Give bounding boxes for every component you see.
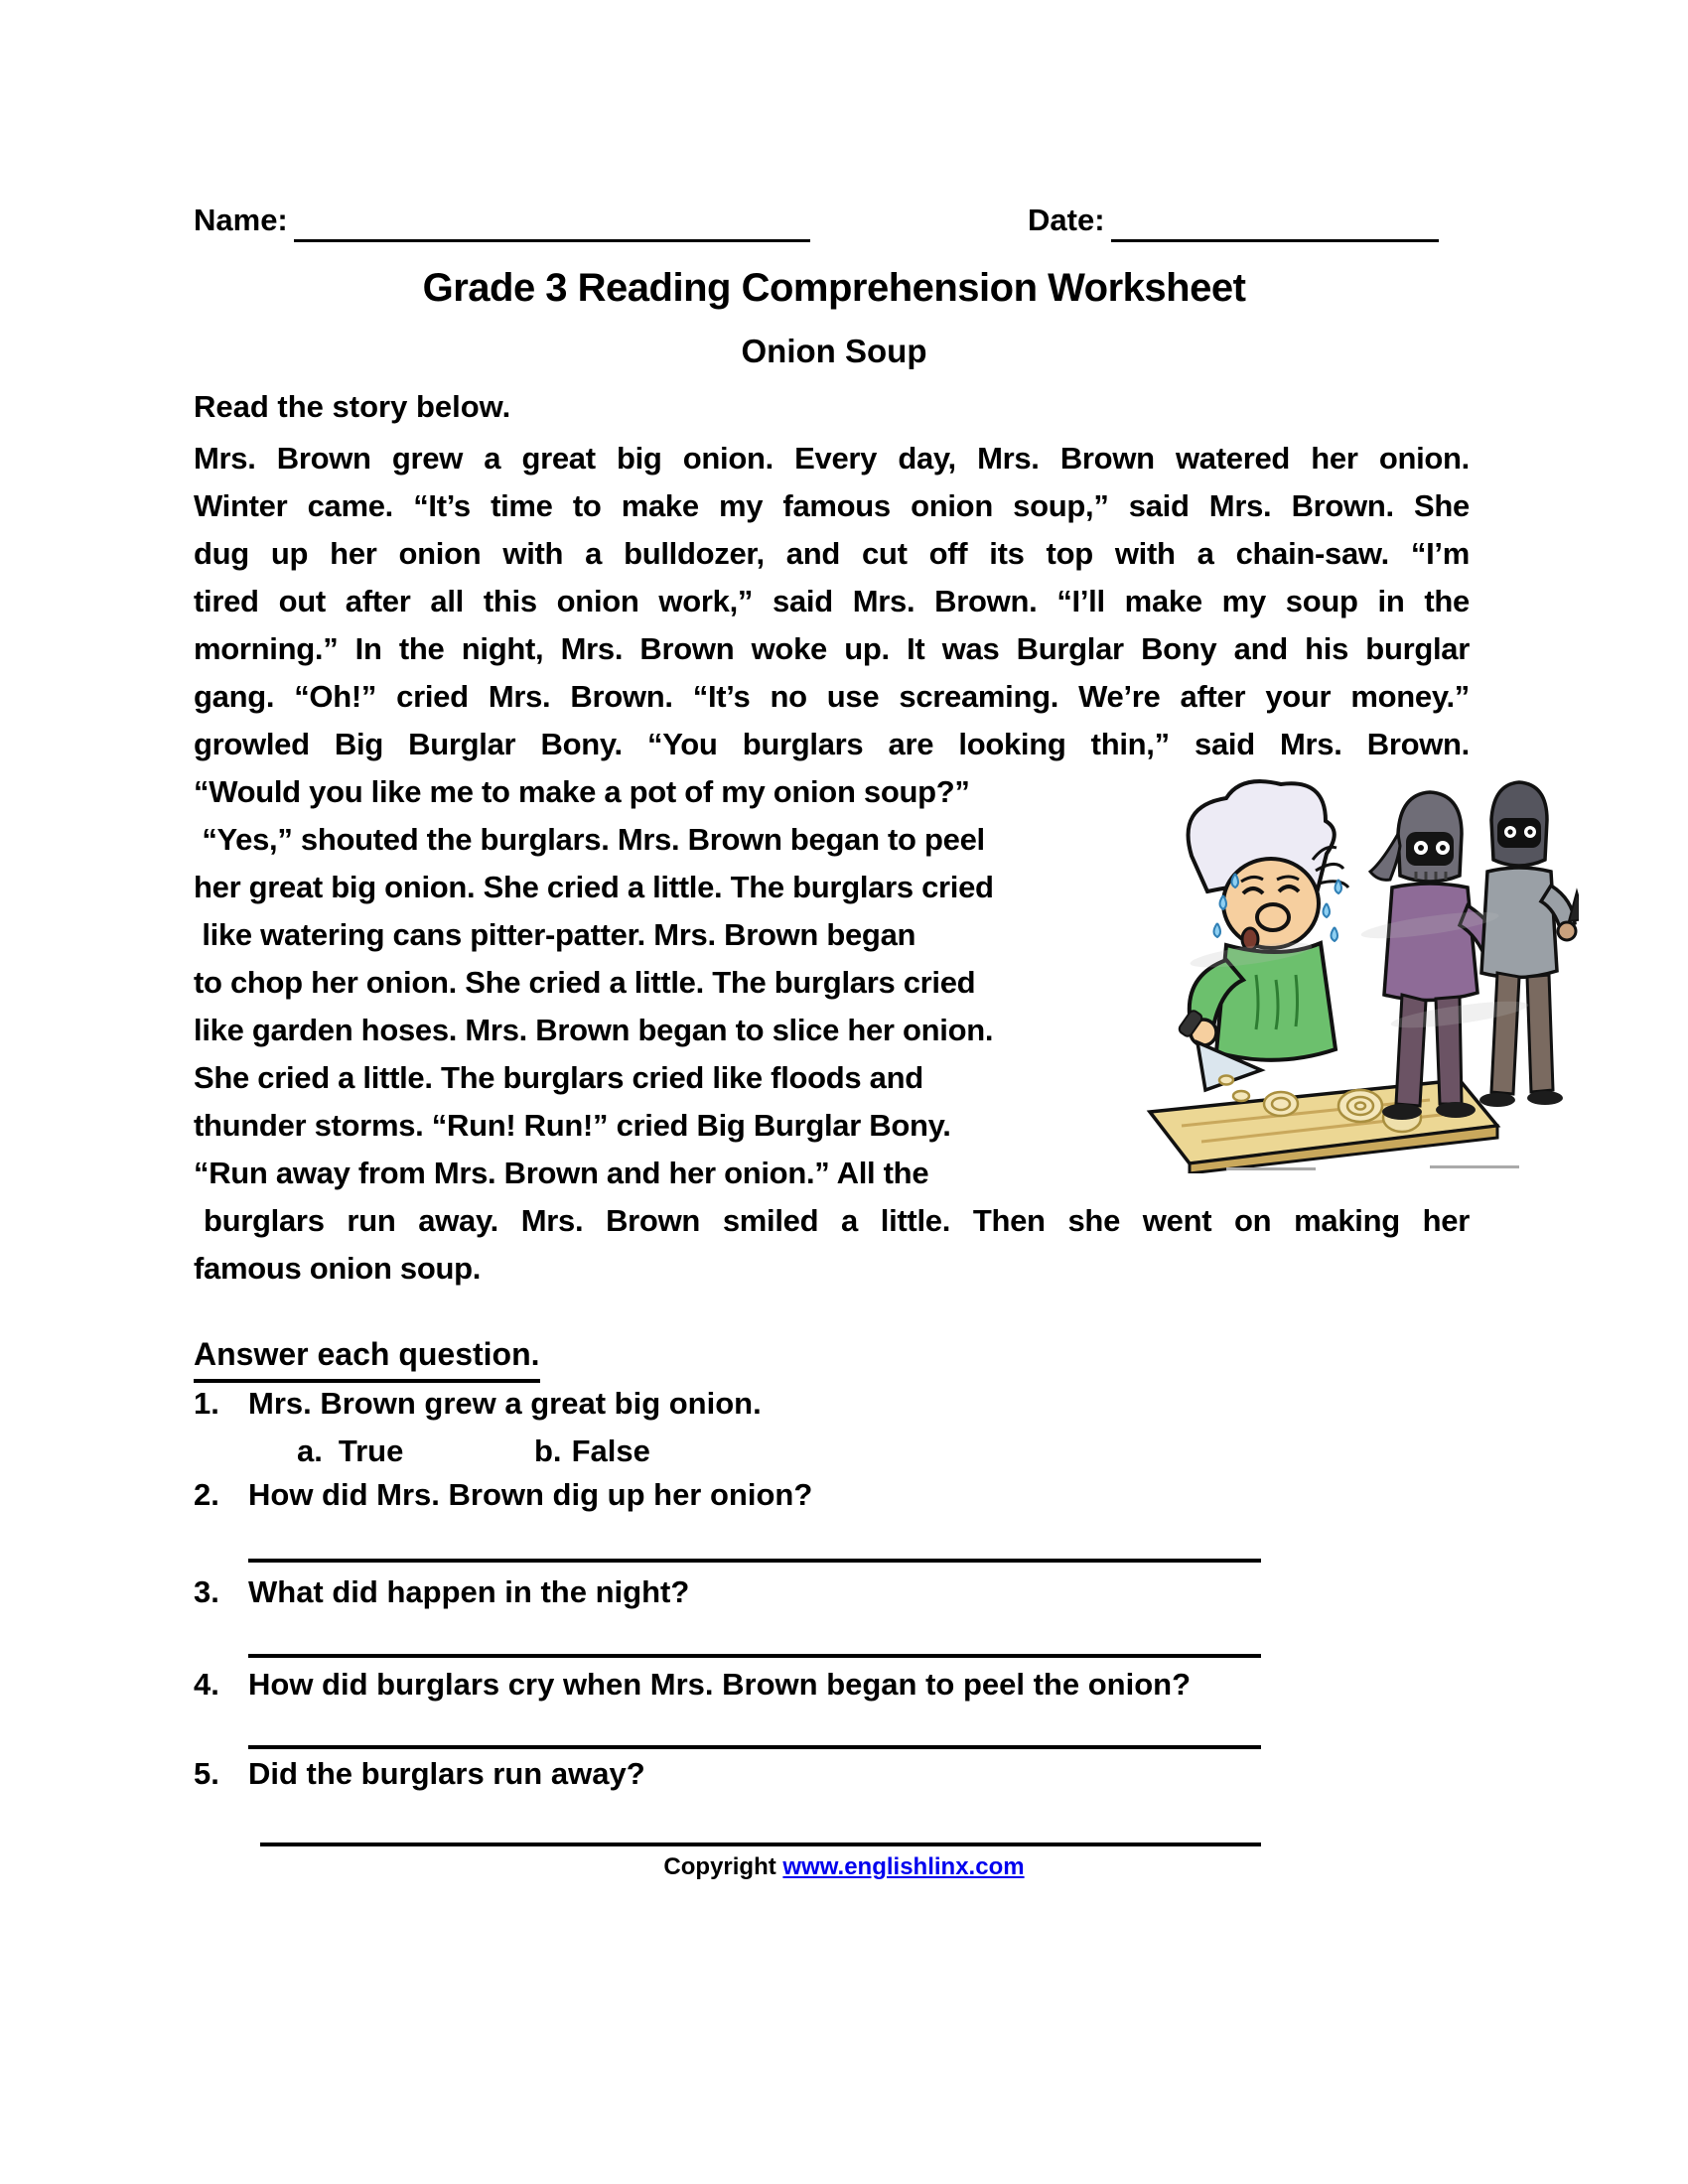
questions-heading: Answer each question.: [194, 1332, 540, 1383]
question-5: [194, 1750, 1484, 1798]
copyright-label: Copyright: [663, 1853, 776, 1880]
question-text: How did Mrs. Brown dig up her onion?: [248, 1477, 813, 1512]
name-field-group: [194, 199, 810, 242]
page-title: Grade 3 Reading Comprehension Worksheet: [422, 266, 1246, 310]
caption-mark: [1226, 1167, 1316, 1170]
story-line: She cried a little. The burglars cried like floods and: [194, 1060, 923, 1095]
date-field-group: [1028, 199, 1439, 242]
question-2: [194, 1471, 1484, 1519]
header-row: [0, 199, 1688, 246]
caption-mark: [1430, 1165, 1519, 1168]
story-line: “Yes,” shouted the burglars. Mrs. Brown began to peel: [194, 822, 985, 857]
answer-blank-line: [248, 1559, 1261, 1563]
question-number: 5.: [194, 1756, 219, 1791]
story-line: gang. “Oh!” cried Mrs. Brown. “It’s no use screaming. We’re after your money.”: [194, 679, 1470, 714]
chef-figure: [1178, 781, 1348, 1090]
question-text: What did happen in the night?: [248, 1574, 690, 1609]
question-number: 1.: [194, 1386, 219, 1421]
story-line: “Run away from Mrs. Brown and her onion.” All the: [194, 1156, 929, 1190]
name-label: Name:: [194, 203, 288, 237]
story-line: “Would you like me to make a pot of my onion soup?”: [194, 774, 970, 809]
story-line: tired out after all this onion work,” said Mrs. Brown. “I’ll make my soup in the: [194, 584, 1470, 618]
question-1: [194, 1380, 1484, 1428]
question-text: Mrs. Brown grew a great big onion.: [248, 1386, 762, 1421]
burglar-figures: [1370, 782, 1579, 1120]
story-line: thunder storms. “Run! Run!” cried Big Burglar Bony.: [194, 1108, 951, 1143]
story-line: Winter came. “It’s time to make my famous onion soup,” said Mrs. Brown. She: [194, 488, 1470, 523]
story-line: Mrs. Brown grew a great big onion. Every day, Mrs. Brown watered her onion.: [194, 441, 1470, 476]
read-instructions: Read the story below.: [194, 389, 511, 424]
story-line: to chop her onion. She cried a little. The burglars cried: [194, 965, 976, 1000]
footer: [0, 1852, 1688, 1882]
answer-blank-line: [248, 1745, 1261, 1749]
question-number: 4.: [194, 1667, 219, 1702]
option-false[interactable]: b. False: [534, 1433, 650, 1468]
story-line: morning.” In the night, Mrs. Brown woke up. It was Burglar Bony and his burglar: [194, 631, 1470, 666]
answer-blank-line: [248, 1654, 1261, 1658]
name-blank-line: [294, 204, 810, 242]
story-line: like garden hoses. Mrs. Brown began to slice her onion.: [194, 1013, 994, 1047]
story-line: like watering cans pitter-patter. Mrs. Brown began: [194, 917, 916, 952]
option-true[interactable]: a. True: [297, 1433, 404, 1468]
question-text: How did burglars cry when Mrs. Brown began to peel the onion?: [248, 1667, 1192, 1702]
question-number: 2.: [194, 1477, 219, 1512]
story-line: famous onion soup.: [194, 1251, 482, 1286]
question-text: Did the burglars run away?: [248, 1756, 645, 1791]
englishlinx-link[interactable]: www.englishlinx.com: [782, 1853, 1025, 1880]
question-3: [194, 1569, 1484, 1616]
story-title: Onion Soup: [741, 333, 927, 369]
story-line: her great big onion. She cried a little. The burglars cried: [194, 870, 994, 904]
question-number: 3.: [194, 1574, 219, 1609]
question-4: [194, 1661, 1484, 1708]
true-false-options: [194, 1428, 1484, 1475]
story-line: growled Big Burglar Bony. “You burglars are looking thin,” said Mrs. Brown.: [194, 727, 1470, 761]
answer-blank-line: [260, 1843, 1261, 1846]
date-blank-line: [1111, 204, 1439, 242]
story-line: burglars run away. Mrs. Brown smiled a little. Then she went on making her: [204, 1203, 1470, 1238]
date-label: Date:: [1028, 203, 1105, 237]
story-line: dug up her onion with a bulldozer, and cut off its top with a chain-saw. “I’m: [194, 536, 1470, 571]
story-illustration: [1132, 776, 1579, 1173]
